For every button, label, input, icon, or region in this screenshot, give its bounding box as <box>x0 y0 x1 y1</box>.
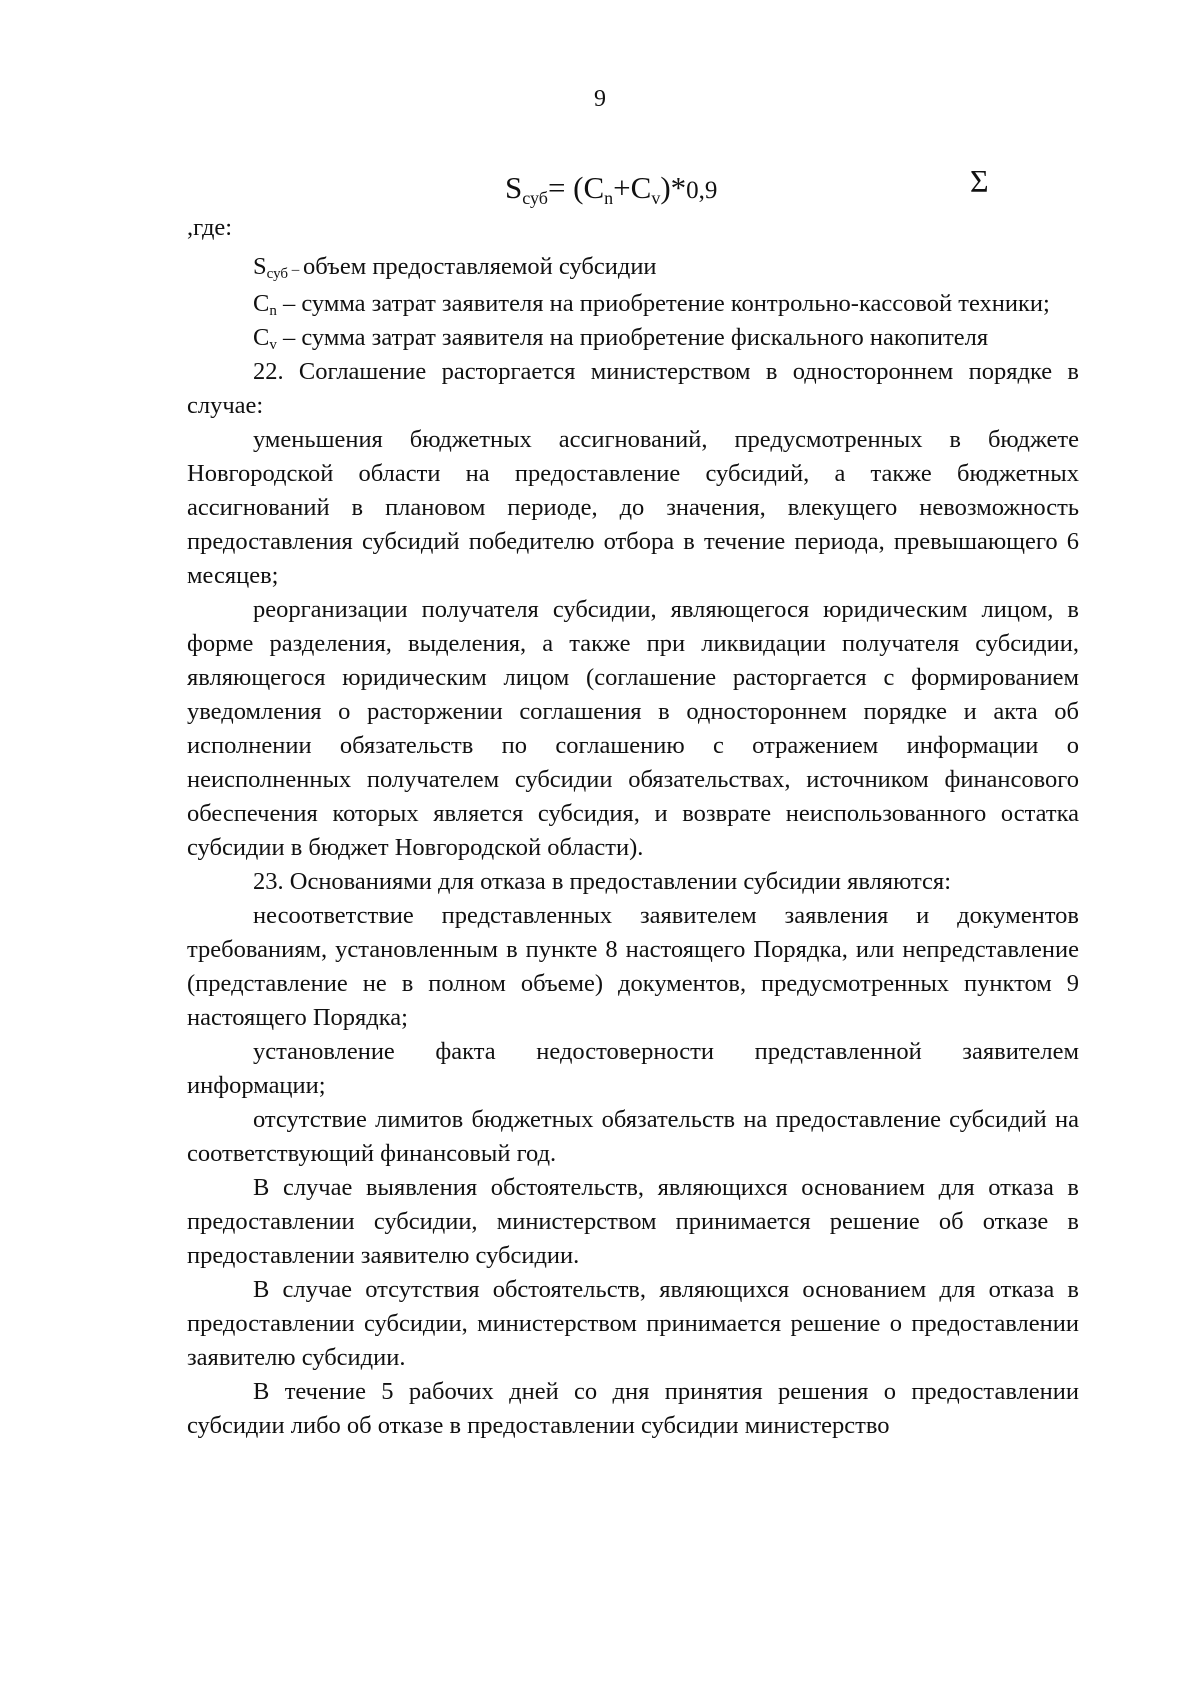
paragraph-noncompliance: несоответствие представленных заявителем заявления и документов требованиям, установленным в пункте 8 настоящего Порядка, или непредставление (представление не в полном объеме) документов, предусмотренных пунктом 9 настоящего Порядка; <box>187 902 1079 1031</box>
paragraph-budget-reduction: уменьшения бюджетных ассигнований, предусмотренных в бюджете Новгородской области на предоставление субсидий, а также бюджетных ассигнований в плановом периоде, до значения, влекущего невозможность предоставления субсидий победителю отбора в течение периода, превышающего 6 месяцев; <box>187 426 1079 589</box>
document-body <box>187 250 1079 1443</box>
formula-close: )* <box>660 170 687 205</box>
definition-cv-text: – сумма затрат заявителя на приобретение фискального накопителя <box>276 324 989 351</box>
formula-open: (C <box>573 170 605 205</box>
paragraph-23: 23. Основаниями для отказа в предоставлении субсидии являются: <box>253 868 952 895</box>
definition-cn-label: C <box>253 290 270 317</box>
definition-s-dash: – <box>288 262 304 278</box>
paragraph-22: 22. Соглашение расторгается министерством в одностороннем порядке в случае: <box>187 358 1079 419</box>
formula-plus: +C <box>613 170 652 205</box>
definition-s-text: объем предоставляемой субсидии <box>303 253 657 280</box>
where-label: ,где: <box>187 214 233 241</box>
definition-s-subscript: суб <box>266 266 289 282</box>
page-number: 9 <box>594 86 606 112</box>
formula-coefficient: 0,9 <box>686 177 718 204</box>
formula-v-subscript: v <box>651 188 661 208</box>
definition-cn <box>187 287 1079 321</box>
subsidy-formula <box>505 170 717 209</box>
paragraph-refusal-decision: В случае выявления обстоятельств, являющихся основанием для отказа в предоставлении субсидии, министерством принимается решение об отказе в предоставлении заявителю субсидии. <box>187 1174 1079 1269</box>
definition-cv-subscript: v <box>269 337 277 353</box>
paragraph-reorganization: реорганизации получателя субсидии, являющегося юридическим лицом, в форме разделения, выделения, а также при ликвидации получателя субсидии, являющегося юридическим лицом (соглашение расторгается с формированием уведомления о расторжении соглашения в одностороннем порядке и акта об исполнении обязательств по соглашению с отражением информации о неисполненных получателем субсидии обязательствах, источником финансового обеспечения которых является субсидия, и возврате неиспользованного остатка субсидии в бюджет Новгородской области). <box>187 596 1079 861</box>
definition-cv-label: C <box>253 324 270 351</box>
definition-cv <box>187 321 1079 355</box>
definition-s-label: S <box>253 253 267 280</box>
paragraph-grant-decision: В случае отсутствия обстоятельств, являющихся основанием для отказа в предоставлении субсидии, министерством принимается решение о предоставлении заявителю субсидии. <box>187 1276 1079 1371</box>
definition-s <box>187 250 1079 287</box>
definition-cn-subscript: n <box>269 303 277 319</box>
formula-n-subscript: n <box>604 188 614 208</box>
formula-equals: = <box>547 170 574 205</box>
paragraph-unreliable-info: установление факта недостоверности представленной заявителем информации; <box>187 1038 1079 1099</box>
formula-s: S <box>505 170 523 205</box>
paragraph-no-limits: отсутствие лимитов бюджетных обязательств на предоставление субсидий на соответствующий финансовый год. <box>187 1106 1079 1167</box>
sigma-symbol: Σ <box>970 163 989 199</box>
paragraph-five-days: В течение 5 рабочих дней со дня принятия решения о предоставлении субсидии либо об отказе в предоставлении субсидии министерство <box>187 1378 1079 1439</box>
formula-s-subscript: суб <box>522 188 548 208</box>
definition-cn-text: – сумма затрат заявителя на приобретение контрольно-кассовой техники; <box>276 290 1050 317</box>
